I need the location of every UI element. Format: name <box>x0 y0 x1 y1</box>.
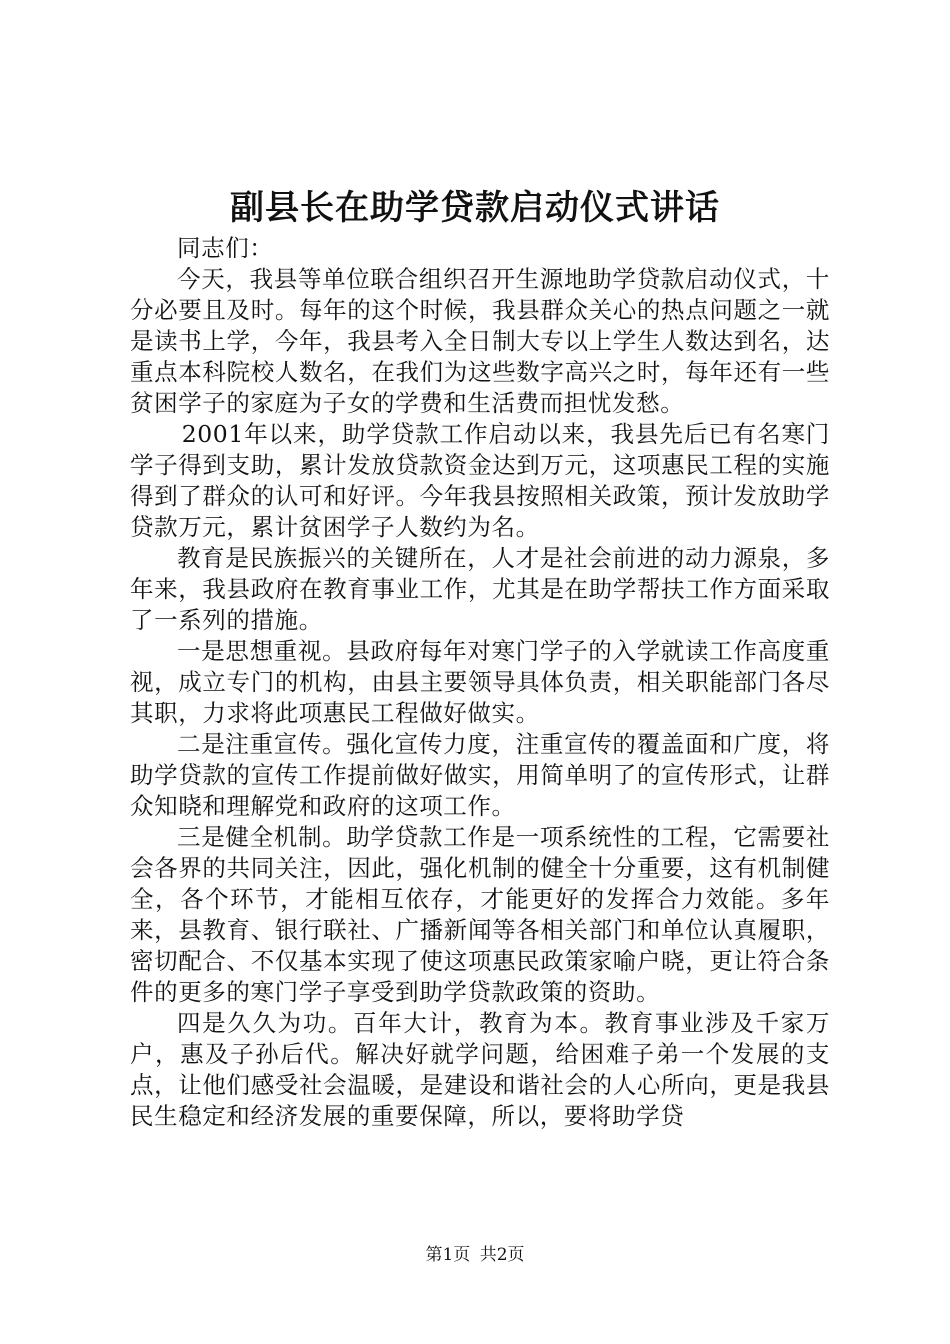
document-title: 副县长在助学贷款启动仪式讲话 <box>230 188 720 228</box>
body-paragraph: 一是思想重视。县政府每年对寒门学子的入学就读工作高度重视，成立专门的机构，由县主要领导具体负责，相关职能部门各尽其职，力求将此项惠民工程做好做实。 <box>130 637 830 727</box>
page-footer <box>0 1243 950 1267</box>
salutation-paragraph: 同志们： <box>177 234 274 262</box>
body-paragraph: 今天，我县等单位联合组织召开生源地助学贷款启动仪式，十分必要且及时。每年的这个时候，我县群众关心的热点问题之一就是读书上学，今年，我县考入全日制大专以上学生人数达到名，达重点本科院校人数名，在我们为这些数字高兴之时，每年还有一些贫困学子的家庭为子女的学费和生活费而担忧发愁。 <box>130 265 830 417</box>
document-body <box>130 233 830 1132</box>
body-paragraph: 2001年以来，助学贷款工作启动以来，我县先后已有名寒门学子得到支助，累计发放贷款资金达到万元，这项惠民工程的实施得到了群众的认可和好评。今年我县按照相关政策，预计发放助学贷款万元，累计贫困学子人数约为名。 <box>130 420 830 541</box>
body-paragraph: 四是久久为功。百年大计，教育为本。教育事业涉及千家万户，惠及子孙后代。解决好就学问题，给困难子弟一个发展的支点，让他们感受社会温暖，是建设和谐社会的人心所向，更是我县民生稳定和经济发展的重要保障，所以，要将助学贷 <box>130 1009 830 1130</box>
body-paragraph: 三是健全机制。助学贷款工作是一项系统性的工程，它需要社会各界的共同关注，因此，强化机制的健全十分重要，这有机制健全，各个环节，才能相互依存，才能更好的发挥合力效能。多年来，县教育、银行联社、广播新闻等各相关部门和单位认真履职，密切配合、不仅基本实现了使这项惠民政策家喻户晓，更让符合条件的更多的寒门学子享受到助学贷款政策的资助。 <box>130 823 830 1006</box>
page-total: 共2页 <box>479 1245 525 1265</box>
body-paragraph: 二是注重宣传。强化宣传力度，注重宣传的覆盖面和广度，将助学贷款的宣传工作提前做好做实，用简单明了的宣传形式，让群众知晓和理解党和政府的这项工作。 <box>130 730 830 820</box>
page-number: 第1页 <box>425 1245 471 1265</box>
body-paragraph: 教育是民族振兴的关键所在，人才是社会前进的动力源泉，多年来，我县政府在教育事业工作，尤其是在助学帮扶工作方面采取了一系列的措施。 <box>130 544 830 634</box>
